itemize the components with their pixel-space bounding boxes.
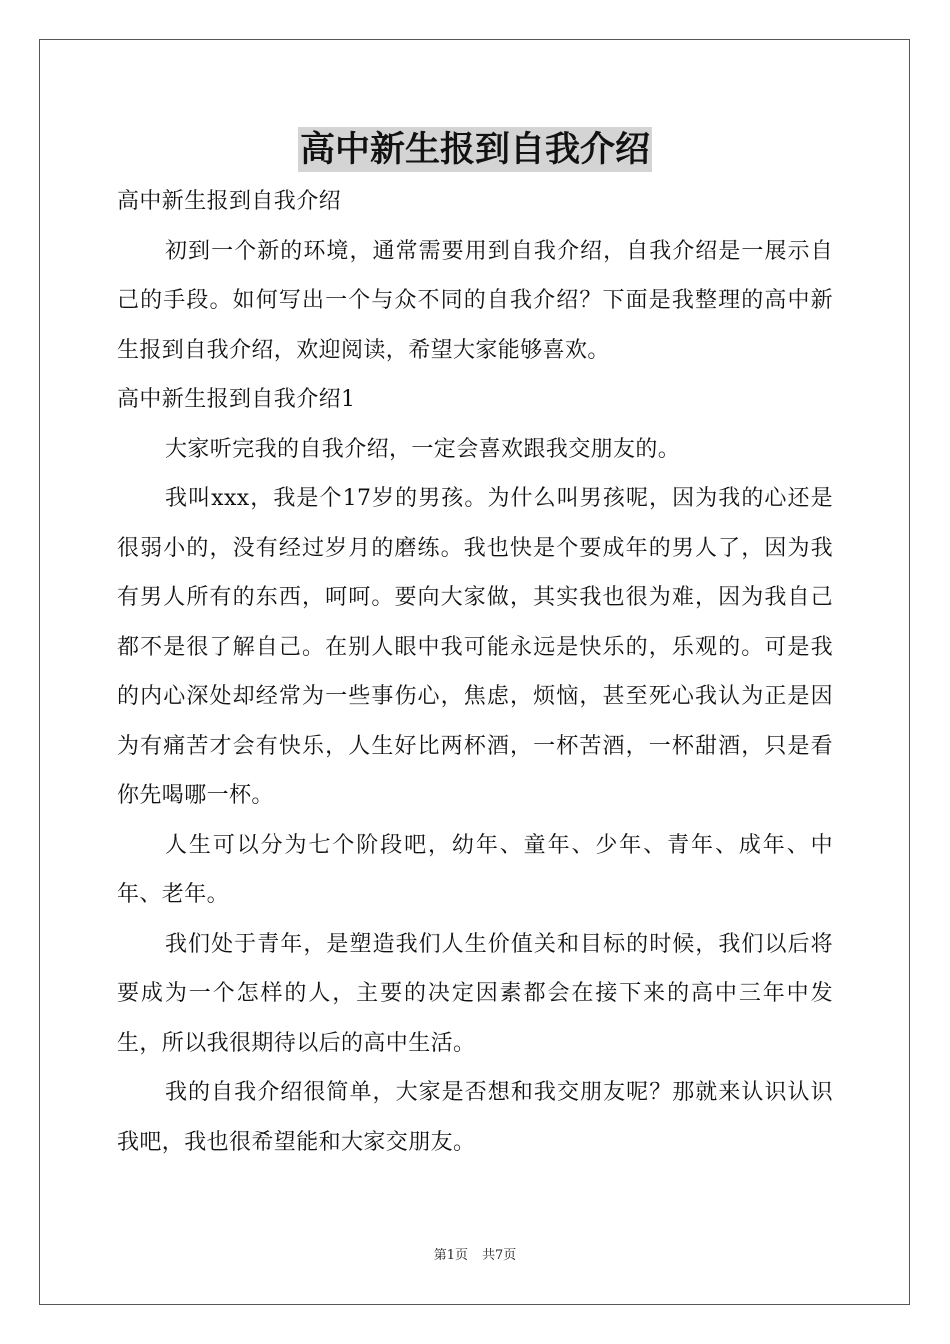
body-paragraph: 人生可以分为七个阶段吧，幼年、童年、少年、青年、成年、中年、老年。 bbox=[117, 832, 833, 907]
body-paragraph: 我的自我介绍很简单，大家是否想和我交朋友呢？那就来认识认识我吧，我也很希望能和大家交朋友。 bbox=[117, 1080, 833, 1155]
page-number-current: 第1页 bbox=[433, 1248, 468, 1263]
title-container bbox=[0, 127, 950, 172]
document-title: 高中新生报到自我介绍 bbox=[299, 129, 650, 170]
page-number-total: 共7页 bbox=[482, 1248, 517, 1263]
document-body bbox=[117, 177, 833, 1167]
section-heading: 高中新生报到自我介绍 bbox=[117, 189, 342, 214]
section-heading: 高中新生报到自我介绍1 bbox=[117, 387, 356, 412]
page-footer bbox=[0, 1247, 950, 1265]
body-paragraph: 大家听完我的自我介绍，一定会喜欢跟我交朋友的。 bbox=[165, 436, 681, 462]
body-paragraph: 初到一个新的环境，通常需要用到自我介绍，自我介绍是一展示自己的手段。如何写出一个与众不同的自我介绍？下面是我整理的高中新生报到自我介绍，欢迎阅读，希望大家能够喜欢。 bbox=[117, 238, 833, 363]
body-paragraph: 我叫xxx，我是个17岁的男孩。为什么叫男孩呢，因为我的心还是很弱小的，没有经过岁月的磨练。我也快是个要成年的男人了，因为我有男人所有的东西，呵呵。要向大家做，其实我也很为难，因为我自己都不是很了解自己。在别人眼中我可能永远是快乐的，乐观的。可是我的内心深处却经常为一些事伤心，焦虑，烦恼，甚至死心我认为正是因为有痛苦才会有快乐，人生好比两杯酒，一杯苦酒，一杯甜酒，只是看你先喝哪一杯。 bbox=[117, 486, 833, 808]
body-paragraph: 我们处于青年，是塑造我们人生价值关和目标的时候，我们以后将要成为一个怎样的人，主要的决定因素都会在接下来的高中三年中发生，所以我很期待以后的高中生活。 bbox=[117, 931, 833, 1056]
